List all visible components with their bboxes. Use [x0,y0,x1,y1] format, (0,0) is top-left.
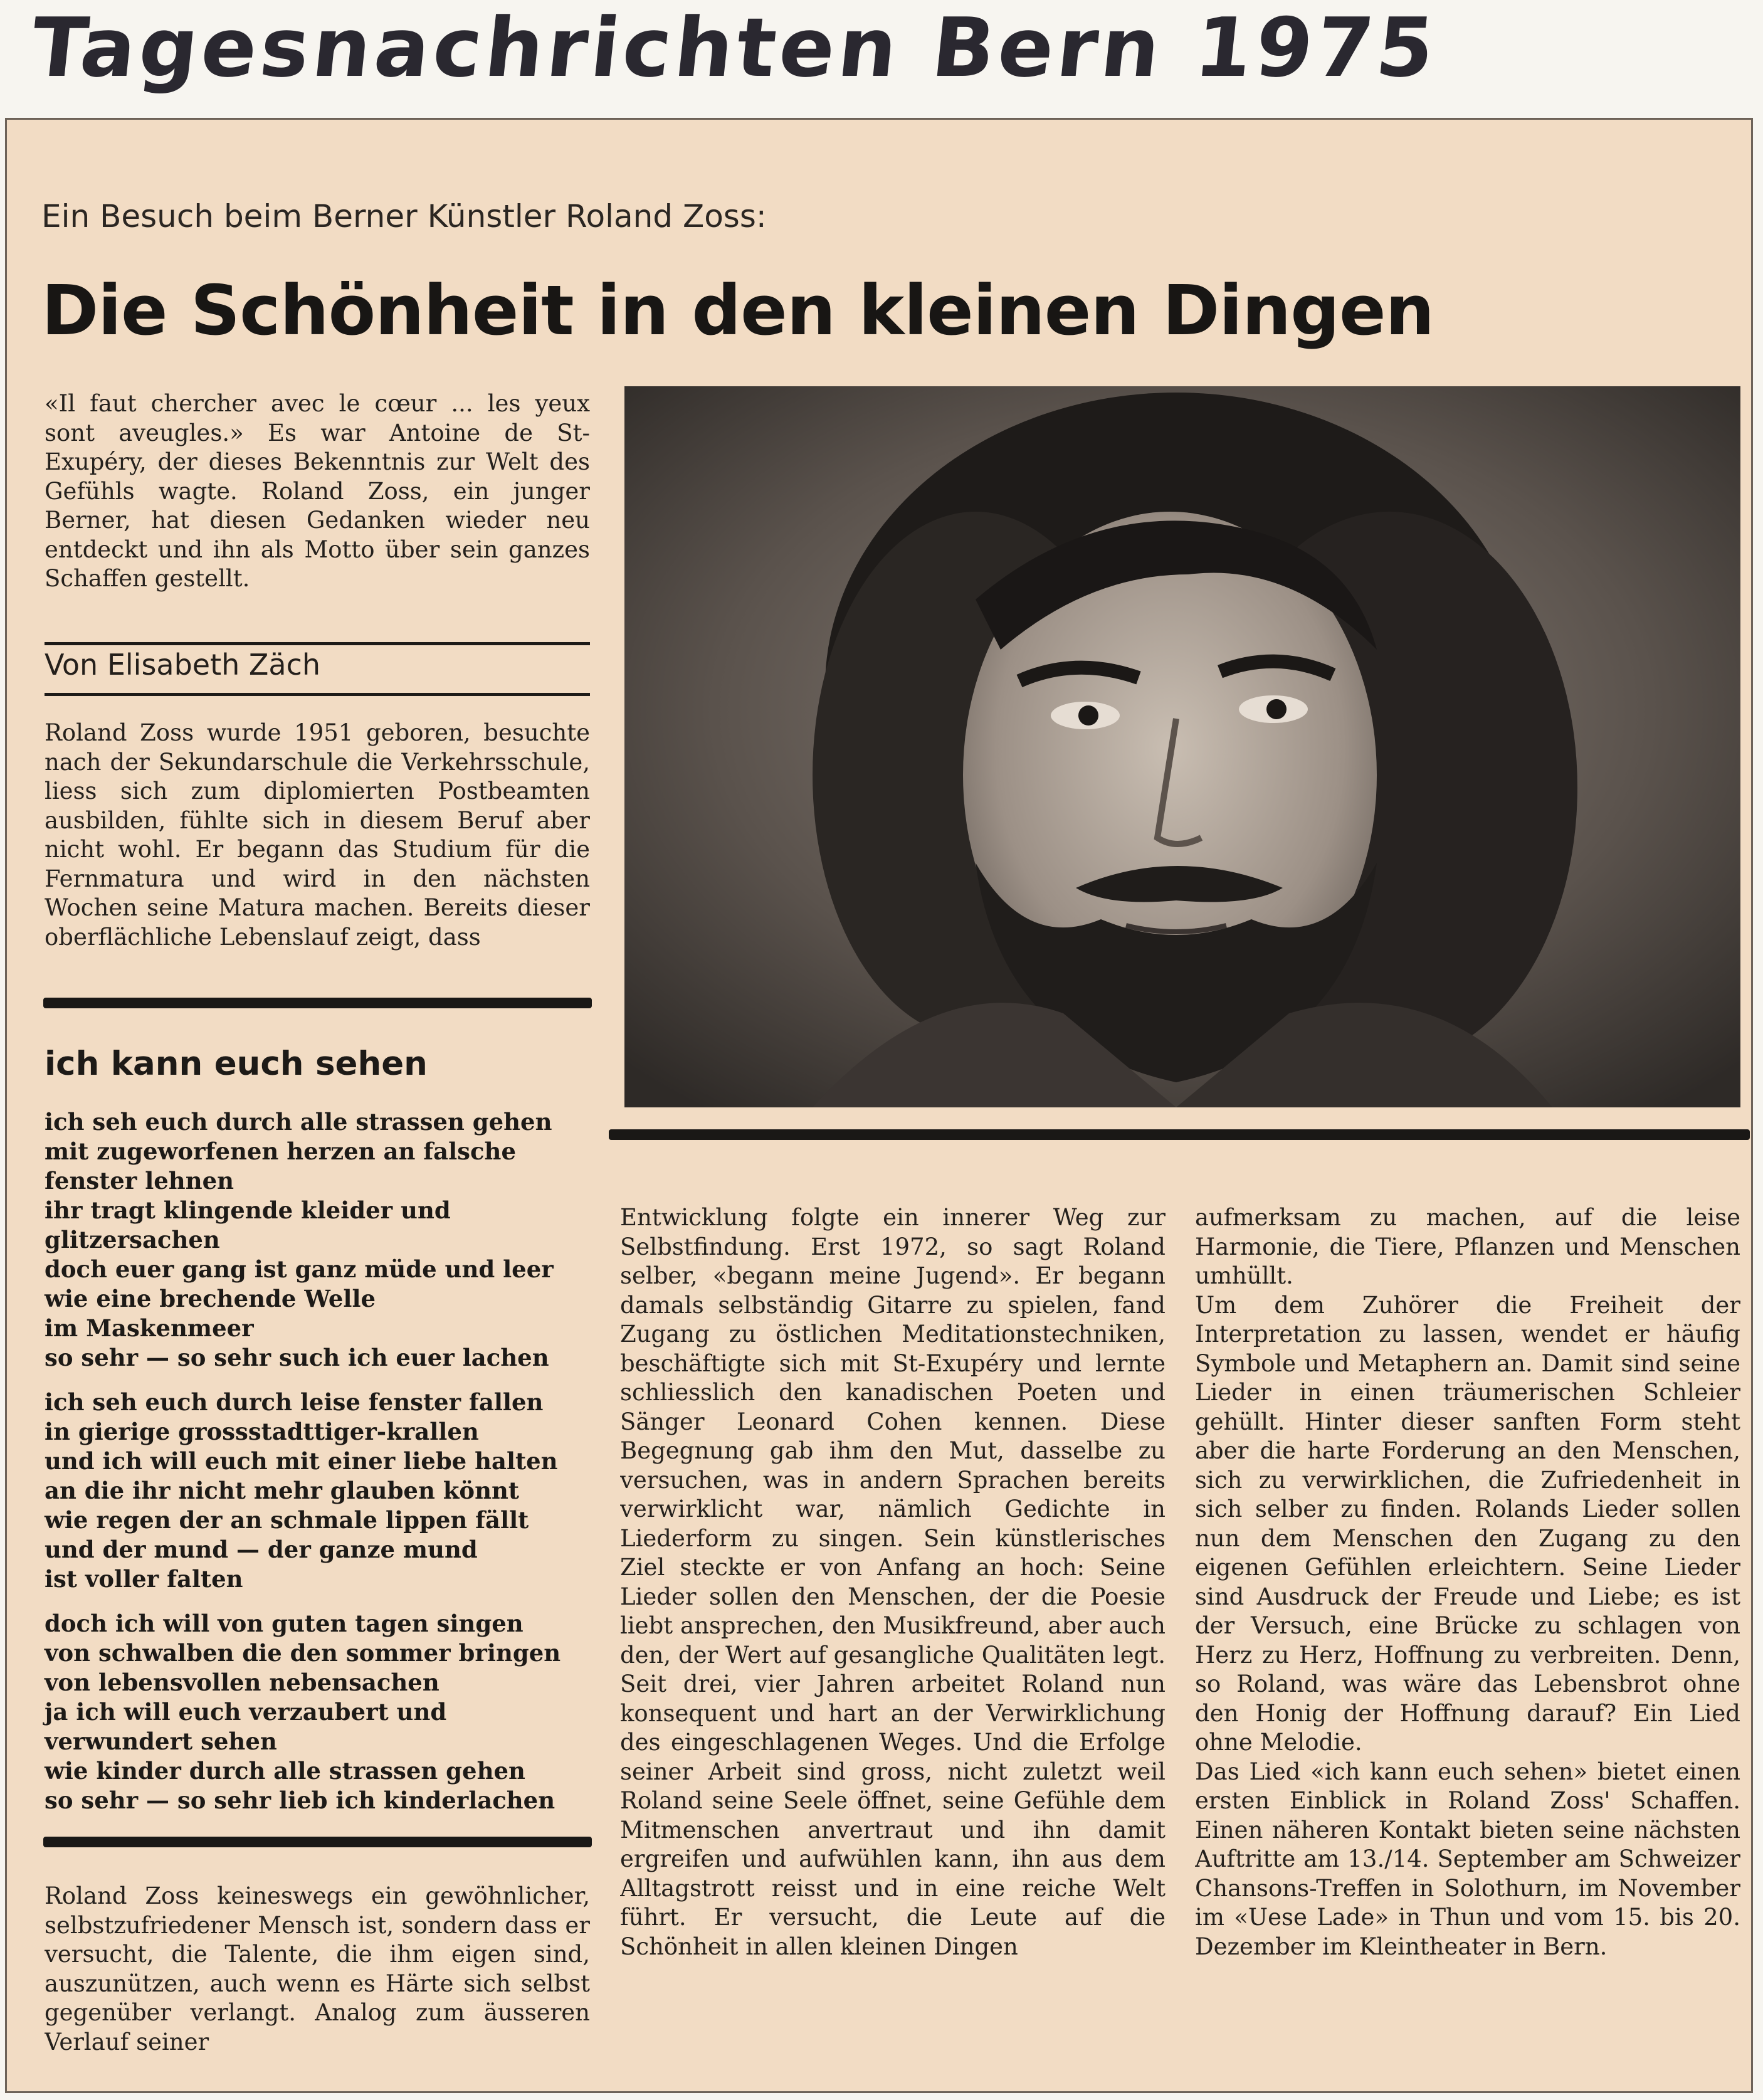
poem-line: und ich will euch mit einer liebe halten [45,1447,558,1475]
body-column-2: Entwicklung folgte ein innerer Weg zur Selbstfindung. Erst 1972, so sagt Roland selber, «begann meine Jugend». Er begann damals selbständig Gitarre zu spielen, fand Zugang zu östlichen Meditationstechniken, beschäftigte sich mit St-Exupéry und lernte schliesslich den kanadischen Poeten und Sänger Leonard Cohen kennen. Diese Begegnung gab ihm den Mut, dasselbe zu versuchen, was in andern Sprachen bereits verwirklicht war, nämlich Gedichte in Liederform zu singen. Sein künstlerisches Ziel steckte er von Anfang an hoch: Seine Lieder sollen den Menschen, der die Poesie liebt ansprechen, den Musikfreund, aber auch den, der Wert auf gesangliche Qualitäten legt. Seit drei, vier Jahren arbeitet Roland nun konsequent und hart an der Verwirklichung des eingeschlagenen Weges. Und die Erfolge seiner Arbeit sind gross, nicht zuletzt weil Roland seine Seele öffnet, seine Gefühle dem Mitmenschen anvertraut und ihn damit ergreifen und aufwühlen kann, ihn aus dem Alltagstrott reisst und in eine reiche Welt führt. Er versucht, die Leute auf die Schönheit in allen kleinen Dingen [620,1204,1166,1960]
poem-title: ich kann euch sehen [45,1045,428,1083]
body-column-1-bottom: Roland Zoss keineswegs ein gewöhnlicher, selbstzufriedener Mensch ist, sondern dass er versucht, die Talente, die ihm eigen sind, auszunützen, auch wenn es Härte sich selbst gegenüber verlangt. Analog zum äusseren Verlauf seiner [45,1882,590,2055]
paragraph: Das Lied «ich kann euch sehen» bietet einen ersten Einblick in Roland Zoss' Schaffen. Einen näheren Kontakt bieten seine nächsten Auftritte am 13./14. September am Schweizer Chansons-Treffen in Solothurn, im November im «Uese Lade» in Thun und vom 15. bis 20. Dezember im Kleintheater in Bern. [1195,1758,1740,1960]
body-column-3 [1195,1203,1740,2081]
poem-line: fenster lehnen [45,1167,234,1195]
poem-line: von schwalben die den sommer bringen [45,1639,561,1667]
divider-rule [43,1837,592,1847]
poem-line: verwundert sehen [45,1728,277,1755]
poem-line: glitzersachen [45,1226,220,1253]
article-lede: «Il faut chercher avec le cœur ... les yeux sont aveugles.» Es war Antoine de St-Exupéry, der dieses Bekenntnis zur Welt des Gefühls wagte. Roland Zoss, ein junger Berner, hat diesen Gedanken wieder neu entdeckt und ihn als Motto über sein ganzes Schaffen gestellt. [45,390,590,592]
poem-line: von lebensvollen nebensachen [45,1669,439,1696]
poem-line: mit zugeworfenen herzen an falsche [45,1137,516,1165]
newspaper-clipping [5,118,1753,2093]
paragraph: Um dem Zuhörer die Freiheit der Interpretation zu lassen, wendet er häufig Symbole und Metaphern an. Damit sind seine Lieder in einen träumerischen Schleier gehüllt. Hinter dieser sanften Form steht aber die harte Forderung an den Menschen, sich zu verwirklichen, die Zufriedenheit in sich selber zu finden. Rolands Lieder sollen nun dem Menschen den Zugang zu den eigenen Gefühlen erleichtern. Seine Lieder sind Ausdruck der Freude und Liebe; es ist der Versuch, eine Brücke zu schlagen von Herz zu Herz, Hoffnung zu verbreiten. Denn, so Roland, was wäre das Lebensbrot ohne den Honig der Hoffnung darauf? Ein Lied ohne Melodie. [1195,1291,1740,1756]
poem-stanza [45,1609,596,1815]
poem-line: wie eine brechende Welle [45,1285,376,1312]
poem-line: wie regen der an schmale lippen fällt [45,1506,529,1534]
divider-rule [609,1129,1750,1140]
poem-stanza [45,1107,596,1373]
poem-line: doch euer gang ist ganz müde und leer [45,1255,554,1283]
poem-line: an die ihr nicht mehr glauben könnt [45,1477,519,1504]
portrait-photo-drawing [624,386,1740,1107]
article-kicker: Ein Besuch beim Berner Künstler Roland Zoss: [41,198,767,235]
poem-line: ihr tragt klingende kleider und [45,1196,451,1224]
poem-line: ich seh euch durch leise fenster fallen [45,1388,544,1416]
poem-line: ich seh euch durch alle strassen gehen [45,1108,552,1136]
portrait-photo [624,386,1740,1107]
poem-line: doch ich will von guten tagen singen [45,1610,524,1637]
poem-line: ja ich will euch verzaubert und [45,1698,447,1726]
poem-stanza [45,1388,596,1594]
poem [45,1107,596,1830]
poem-line: ist voller falten [45,1565,243,1593]
poem-line: wie kinder durch alle strassen gehen [45,1757,525,1785]
paragraph: aufmerksam zu machen, auf die leise Harmonie, die Tiere, Pflanzen und Menschen umhüllt. [1195,1204,1740,1289]
poem-line: in gierige grossstadttiger-krallen [45,1418,479,1445]
poem-line: so sehr — so sehr lieb ich kinderlachen [45,1786,555,1814]
body-column-1-top: Roland Zoss wurde 1951 geboren, besuchte nach der Sekundarschule die Verkehrsschule, liess sich zum diplomierten Postbeamten ausbilden, fühlte sich in diesem Beruf aber nicht wohl. Er begann das Studium für die Fernmatura und wird in den nächsten Wochen seine Matura machen. Bereits dieser oberflächliche Lebenslauf zeigt, dass [45,719,590,951]
handwritten-source-note: Tagesnachrichten Bern 1975 [26,0,1443,95]
article-headline: Die Schönheit in den kleinen Dingen [41,270,1434,351]
poem-line: im Maskenmeer [45,1314,254,1342]
divider-rule [43,998,592,1008]
byline: Von Elisabeth Zäch [45,642,590,696]
poem-line: und der mund — der ganze mund [45,1536,478,1563]
poem-line: so sehr — so sehr such ich euer lachen [45,1344,549,1371]
